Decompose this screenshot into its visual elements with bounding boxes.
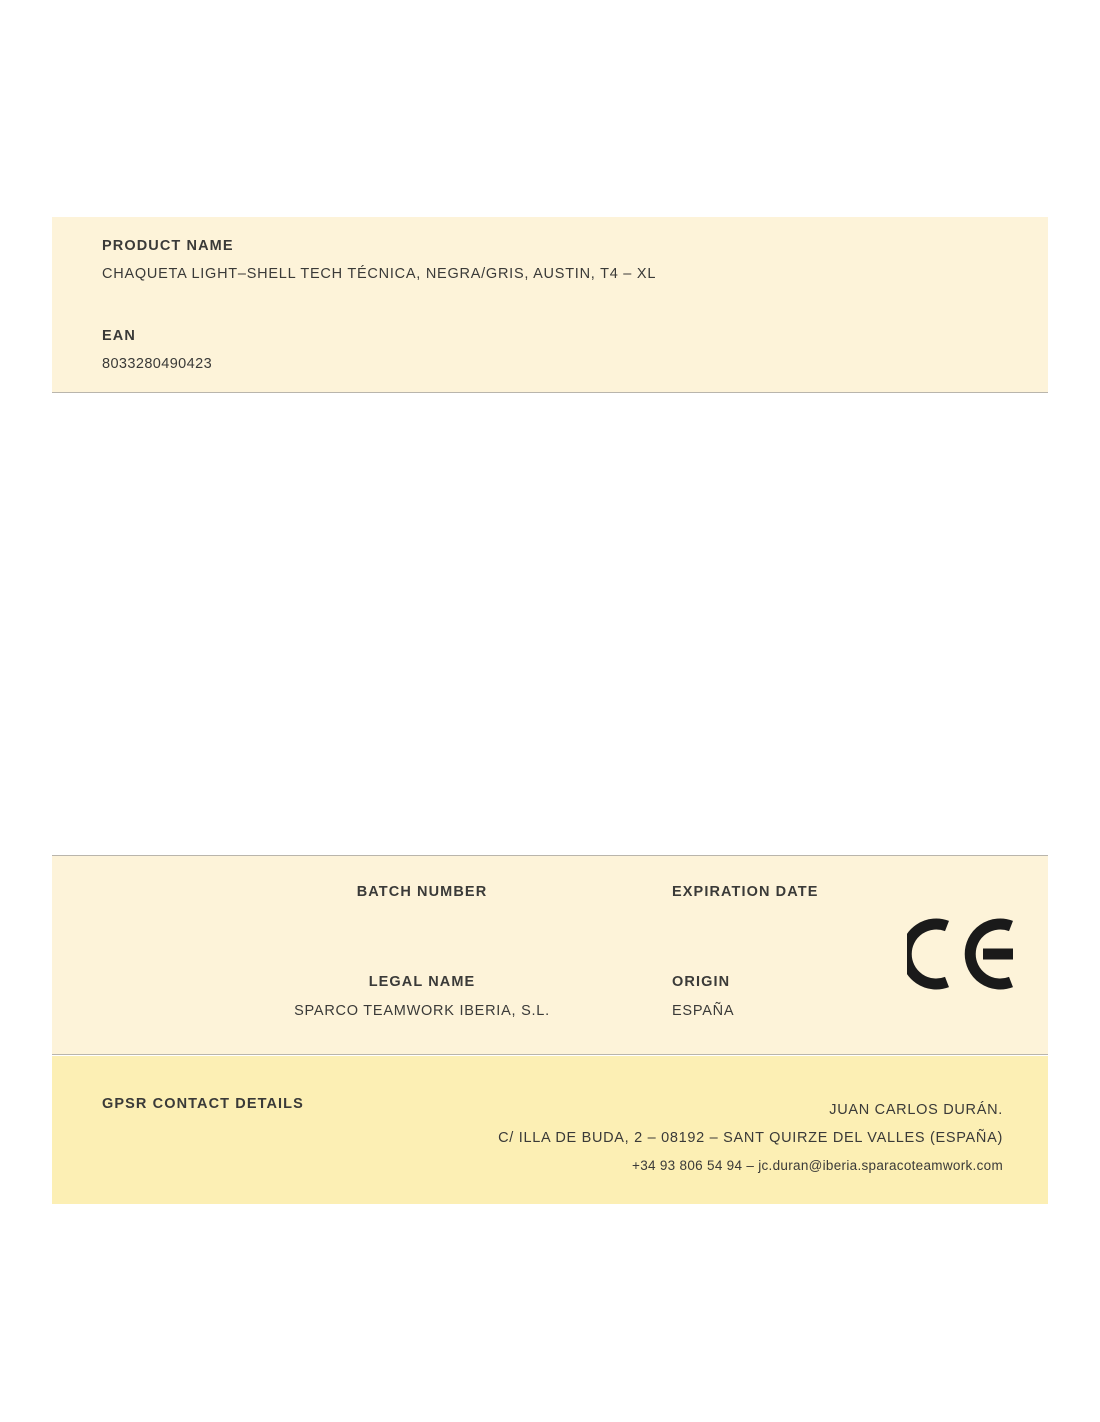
legal-name-label: LEGAL NAME (368, 974, 476, 990)
legal-name-value: SPARCO TEAMWORK IBERIA, S.L. (294, 1003, 550, 1019)
gpsr-contact-name: JUAN CARLOS DURÁN. (829, 1102, 1003, 1118)
gpsr-contact-block (52, 1056, 1048, 1204)
gpsr-contact-address: C/ ILLA DE BUDA, 2 – 08192 – SANT QUIRZE DEL VALLES (ESPAÑA) (498, 1130, 1003, 1146)
ean-label: EAN (102, 328, 136, 344)
batch-number-label: BATCH NUMBER (356, 884, 488, 900)
gpsr-contact-lines (303, 1096, 1003, 1180)
origin-label: ORIGIN (672, 974, 731, 990)
origin-value: ESPAÑA (672, 1003, 735, 1019)
product-name-value: CHAQUETA LIGHT–SHELL TECH TÉCNICA, NEGRA/GRIS, AUSTIN, T4 – XL (102, 266, 657, 282)
product-info-block (52, 217, 1048, 393)
gpsr-contact-phone-email: +34 93 806 54 94 – jc.duran@iberia.sparacoteamwork.com (632, 1158, 1003, 1173)
gpsr-contact-label: GPSR CONTACT DETAILS (102, 1096, 304, 1112)
batch-legal-block (52, 855, 1048, 1055)
product-name-label: PRODUCT NAME (102, 238, 234, 254)
expiration-date-label: EXPIRATION DATE (672, 884, 819, 900)
ean-value: 8033280490423 (102, 356, 213, 372)
ce-mark-icon (907, 916, 1027, 992)
